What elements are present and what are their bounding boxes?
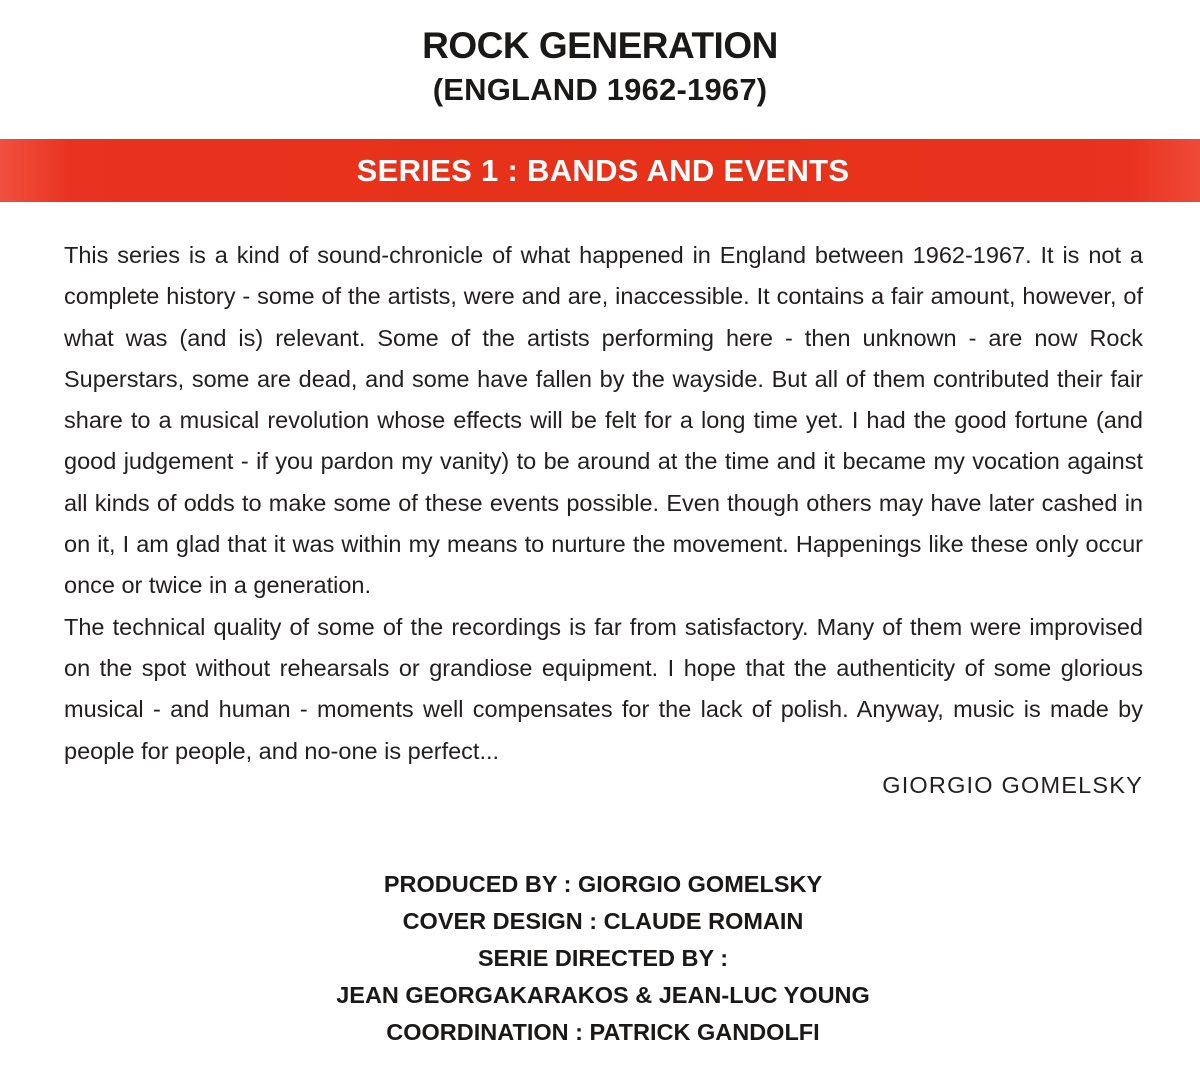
credits-block bbox=[0, 866, 1200, 1051]
credit-line-director-heading: SERIE DIRECTED BY : bbox=[477, 945, 729, 971]
credit-line-directors: JEAN GEORGAKARAKOS & JEAN-LUC YOUNG bbox=[336, 982, 870, 1008]
page-title: ROCK GENERATION bbox=[422, 25, 778, 66]
page-subtitle: (ENGLAND 1962-1967) bbox=[432, 72, 768, 107]
credit-line-coordination: COORDINATION : PATRICK GANDOLFI bbox=[386, 1019, 820, 1045]
liner-notes-paragraph-2: The technical quality of some of the recordings is far from satisfactory. Many of them were improvised on the spot without rehearsals or grandiose equipment. I hope that the authenticity of some glorious musical - and human - moments well compensates for the lack of polish. Anyway, music is made by people for people, and no-one is perfect... bbox=[64, 613, 1143, 764]
header bbox=[0, 24, 1200, 112]
author-signature: GIORGIO GOMELSKY bbox=[882, 772, 1143, 798]
series-banner bbox=[0, 139, 1200, 202]
credit-line-producer: PRODUCED BY : GIORGIO GOMELSKY bbox=[383, 871, 823, 897]
credit-line-cover-design: COVER DESIGN : CLAUDE ROMAIN bbox=[402, 908, 804, 934]
liner-notes bbox=[64, 235, 1143, 772]
series-banner-label: SERIES 1 : BANDS AND EVENTS bbox=[356, 152, 850, 188]
liner-notes-paragraph-1: This series is a kind of sound-chronicle of what happened in England between 1962-1967. It is not a complete history - some of the artists, were and are, inaccessible. It contains a fair amount, however, of what was (and is) relevant. Some of the artists performing here - then unknown - are now Rock Superstars, some are dead, and some have fallen by the wayside. But all of them contributed their fair share to a musical revolution whose effects will be felt for a long time yet. I had the good fortune (and good judgement - if you pardon my vanity) to be around at the time and it became my vocation against all kinds of odds to make some of these events possible. Even though others may have later cashed in on it, I am glad that it was within my means to nurture the movement. Happenings like these only occur once or twice in a generation. bbox=[64, 242, 1143, 599]
